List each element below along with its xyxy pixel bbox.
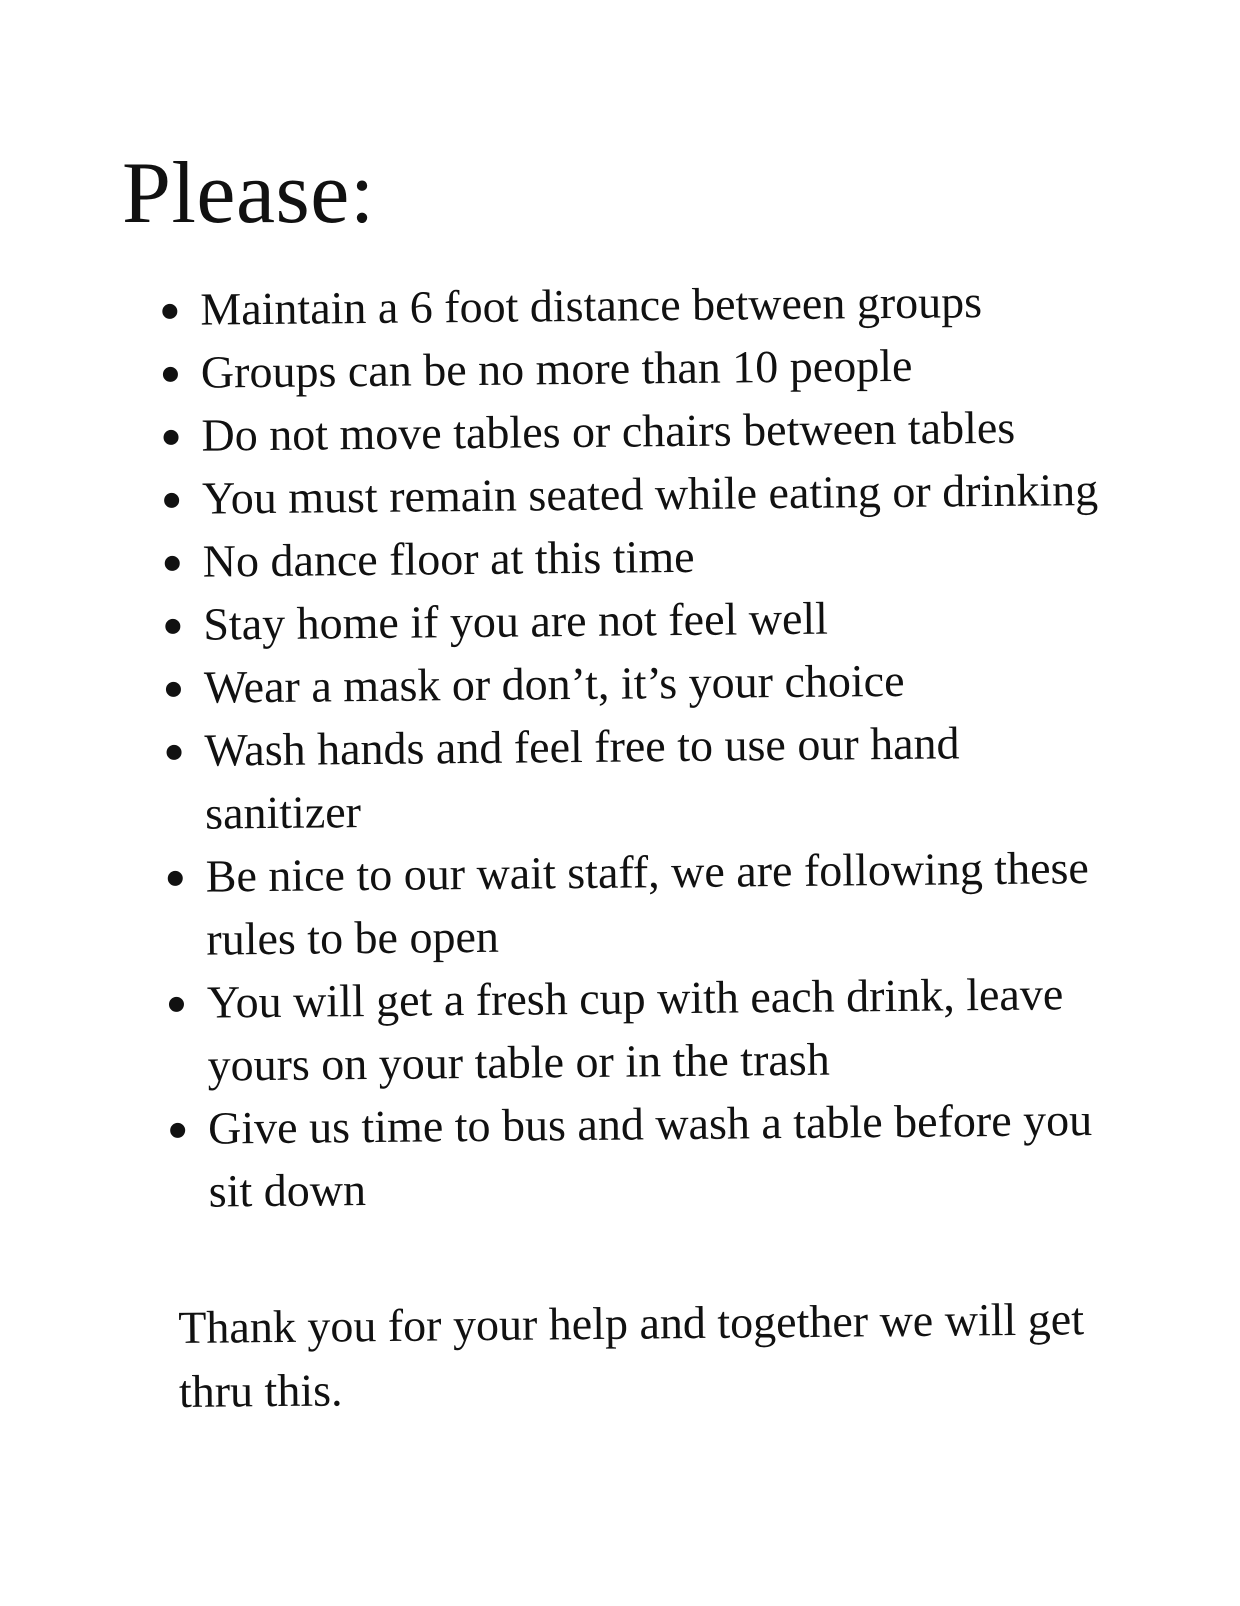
bullet-icon: [164, 493, 179, 508]
bullet-icon: [163, 367, 178, 382]
rule-text: You must remain seated while eating or drinking: [201, 464, 1099, 524]
rule-item: [161, 395, 1102, 467]
bullet-icon: [165, 619, 180, 634]
rule-text: Maintain a 6 foot distance between groups: [200, 276, 983, 335]
rule-item: [168, 1088, 1109, 1223]
rules-list: [160, 269, 1109, 1223]
rule-text: You will get a fresh cup with each drink, leave yours on your table or in the trash: [206, 968, 1064, 1091]
rule-text: Give us time to bus and wash a table before you sit down: [207, 1094, 1093, 1217]
rule-text: No dance floor at this time: [202, 530, 695, 587]
notice-heading: Please:: [122, 145, 375, 242]
bullet-icon: [165, 556, 180, 571]
bullet-icon: [162, 304, 177, 319]
bullet-icon: [169, 997, 184, 1012]
rule-item: [164, 647, 1105, 719]
rule-item: [167, 962, 1108, 1097]
rule-text: Do not move tables or chairs between tables: [201, 401, 1016, 461]
rule-item: [163, 584, 1104, 656]
closing-message: Thank you for your help and together we will get thru this.: [178, 1293, 1085, 1417]
rule-text: Wear a mask or don’t, it’s your choice: [203, 654, 905, 713]
rule-item: [161, 332, 1102, 404]
bullet-icon: [166, 745, 181, 760]
rule-item: [160, 269, 1101, 341]
rule-item: [164, 710, 1105, 845]
rule-item: [162, 458, 1103, 530]
rule-text: Wash hands and feel free to use our hand sanitizer: [204, 717, 960, 839]
rule-text: Be nice to our wait staff, we are following these rules to be open: [205, 842, 1090, 965]
bullet-icon: [166, 682, 181, 697]
bullet-icon: [163, 430, 178, 445]
rule-text: Stay home if you are not feel well: [203, 592, 829, 650]
bullet-icon: [168, 871, 183, 886]
rule-item: [162, 521, 1103, 593]
bullet-icon: [170, 1123, 185, 1138]
rule-item: [165, 836, 1106, 971]
rule-text: Groups can be no more than 10 people: [200, 339, 913, 398]
